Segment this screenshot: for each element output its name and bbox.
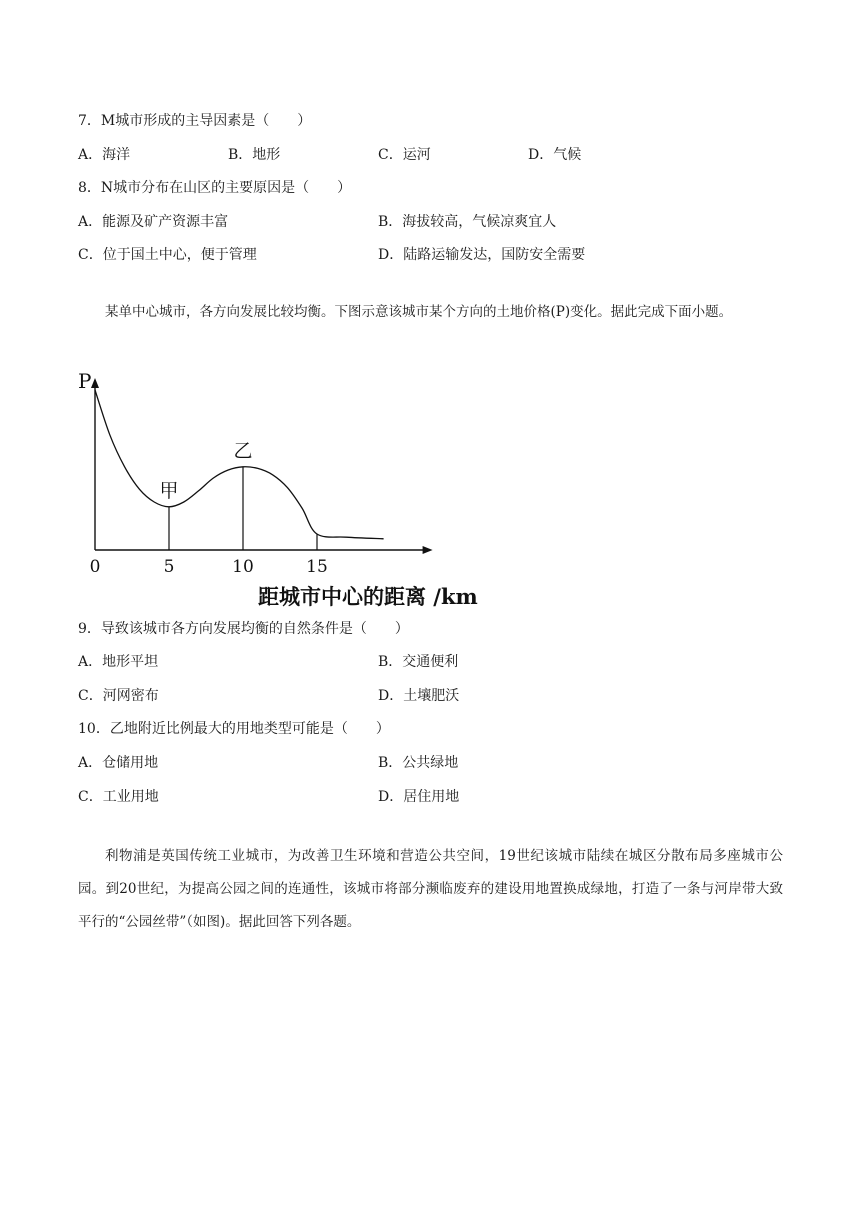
question-9-stem: 9．导致该城市各方向发展均衡的自然条件是（ ） (78, 621, 409, 637)
x-tick-label: 0 (89, 557, 101, 577)
q8-option-b: B．海拔较高，气候凉爽宜人 (378, 214, 557, 230)
q9-option-a: A．地形平坦 (78, 654, 159, 670)
q7-option-c: C．运河 (378, 147, 431, 163)
q7-option-d: D．气候 (528, 147, 582, 163)
y-axis-arrow (91, 378, 99, 388)
q10-option-a: A．仓储用地 (78, 755, 159, 771)
land-price-chart (78, 364, 478, 612)
question-8-stem: 8．N城市分布在山区的主要原因是（ ） (78, 180, 352, 196)
passage-liverpool: 利物浦是英国传统工业城市，为改善卫生环境和营造公共空间，19世纪该城市陆续在城区分散布局多座城市公园。到20世纪，为提高公园之间的连通性，该城市将部分濒临废弃的建设用地置换成绿地，打造了一条与河岸带大致平行的“公园丝带”（如图)。据此回答下列各题。 (78, 848, 783, 930)
x-tick-label: 5 (163, 557, 175, 577)
x-axis-label: 距城市中心的距离 /km (258, 584, 478, 609)
q7-option-b: B．地形 (228, 147, 281, 163)
question-7-stem: 7．M城市形成的主导因素是（ ） (78, 113, 312, 129)
x-tick-label: 10 (232, 557, 254, 577)
y-axis-label: P (78, 369, 92, 393)
q9-option-b: B．交通便利 (378, 654, 459, 670)
q8-option-c: C．位于国土中心，便于管理 (78, 247, 257, 263)
q9-option-d: D．土壤肥沃 (378, 688, 460, 704)
annotation-label: 乙 (233, 439, 253, 462)
annotation-label: 甲 (159, 479, 179, 502)
price-curve (95, 390, 384, 539)
q8-option-a: A．能源及矿产资源丰富 (78, 214, 229, 230)
q8-option-d: D．陆路运输发达，国防安全需要 (378, 247, 586, 263)
x-axis-arrow (423, 546, 433, 554)
q10-option-c: C．工业用地 (78, 789, 159, 805)
q10-option-b: B．公共绿地 (378, 755, 459, 771)
question-10-stem: 10．乙地附近比例最大的用地类型可能是（ ） (78, 721, 390, 737)
q7-option-a: A．海洋 (78, 147, 131, 163)
q9-option-c: C．河网密布 (78, 688, 159, 704)
q10-option-d: D．居住用地 (378, 789, 460, 805)
passage-land-price: 某单中心城市，各方向发展比较均衡。下图示意该城市某个方向的土地价格(P)变化。据此完成下面小题。 (105, 304, 733, 320)
x-tick-label: 15 (306, 557, 328, 577)
